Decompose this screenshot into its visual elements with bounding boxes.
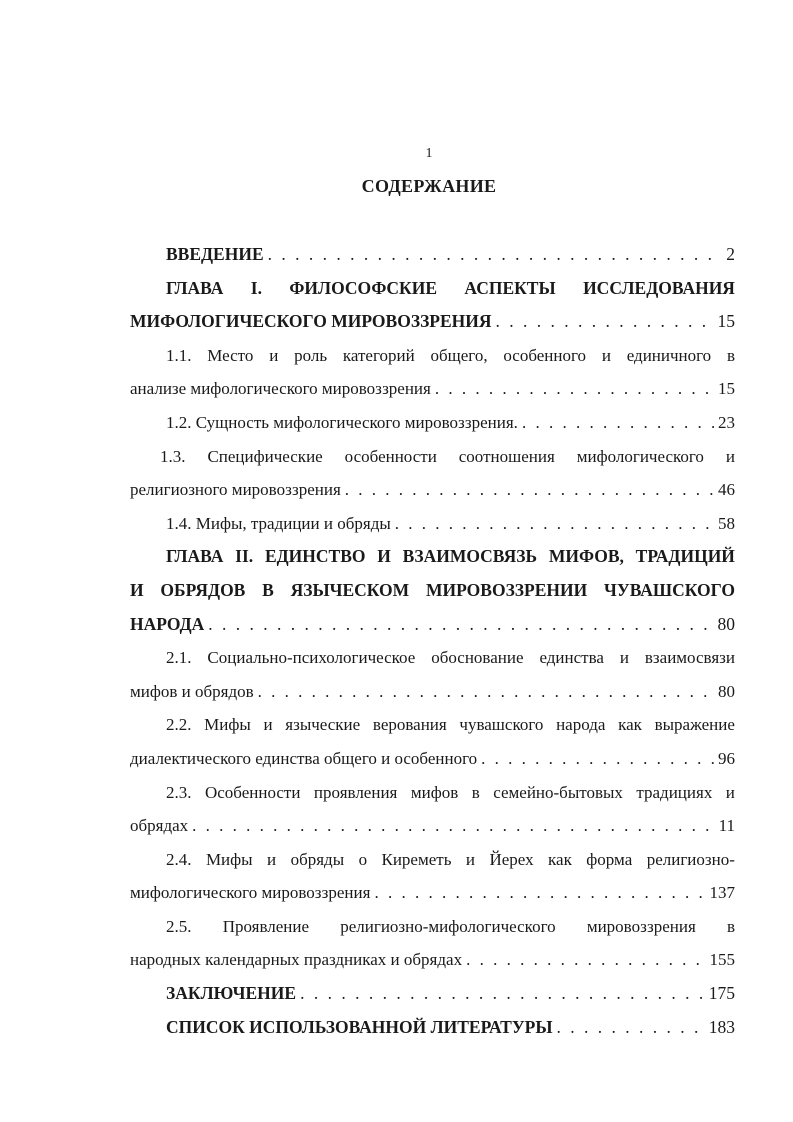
word: выражение [654,715,735,735]
toc-section-2-4-line-1[interactable] [130,843,735,877]
toc-page-number: 183 [708,1016,735,1037]
word: верования [372,715,447,735]
word: ФИЛОСОФСКИЕ [289,277,438,298]
word: единичного [626,345,712,365]
word: проявления [313,782,398,802]
word: ОБРЯДОВ [160,579,246,600]
word: как [618,715,642,735]
word: И [130,579,144,600]
word: Мифы [205,849,253,869]
word: II. [235,546,254,567]
toc-entry-title: анализе мифологического мировоззрения [130,379,431,399]
word: единства [539,648,604,668]
word: ТРАДИЦИЙ [635,546,735,567]
word: Йерех [489,849,534,869]
dot-leader [496,305,714,339]
toc-page-number: 80 [717,613,735,634]
word: и [267,849,277,869]
toc-chapter-2-line-1[interactable] [130,540,735,574]
toc-section-2-3-line-2[interactable] [130,809,735,843]
word: ИССЛЕДОВАНИЯ [583,277,735,298]
word: как [548,849,572,869]
word: общего, [430,345,488,365]
table-of-contents [130,238,735,1044]
toc-entry-title: народных календарных праздниках и обрядах [130,950,463,970]
word: 2.5. [166,916,192,936]
dot-leader [192,809,714,843]
toc-chapter-2-line-3[interactable] [130,608,735,642]
dot-leader [345,473,714,507]
toc-page-number: 15 [718,379,735,399]
toc-entry-introduction[interactable] [130,238,735,272]
word: Особенности [204,782,301,802]
word: о [358,849,368,869]
word: религиозно- [646,849,735,869]
word: чувашского [459,715,544,735]
toc-page-number: 15 [717,311,735,332]
word: в [726,345,735,365]
toc-chapter-1-line-1[interactable] [130,272,735,306]
word: I. [250,277,262,298]
toc-section-2-1-line-2[interactable] [130,675,735,709]
word: 2.4. [166,849,192,869]
dot-leader [522,406,714,440]
word: Социально-психологическое [207,648,416,668]
dot-leader [268,238,723,272]
toc-page-number: 137 [709,883,735,903]
word: обряды [290,849,345,869]
word: и [601,345,611,365]
word: и [263,715,273,735]
word: 1.3. [160,446,186,466]
dot-leader [258,675,714,709]
toc-entry-title: мифологического мировоззрения [130,883,371,903]
dot-leader [481,742,714,776]
dot-leader [466,943,705,977]
toc-page-number: 175 [708,983,735,1004]
toc-entry-title: МИФОЛОГИЧЕСКОГО МИРОВОЗЗРЕНИЯ [130,311,492,332]
word: семейно-бытовых [493,782,623,802]
toc-entry-title: обрядах [130,816,189,836]
word: форма [586,849,633,869]
toc-entry-title: ЗАКЛЮЧЕНИЕ [166,983,297,1004]
word: ВЗАИМОСВЯЗЬ [402,546,538,567]
word: МИРОВОЗЗРЕНИИ [425,579,588,600]
word: обоснование [431,648,524,668]
word: в [471,782,480,802]
toc-entry-title: ВВЕДЕНИЕ [166,244,264,264]
dot-leader [300,977,705,1011]
toc-section-2-4-line-2[interactable] [130,876,735,910]
word: Проявление [222,916,310,936]
word: Мифы [204,715,251,735]
word: ЯЗЫЧЕСКОМ [290,579,410,600]
word: В [262,579,274,600]
word: и [619,648,629,668]
toc-page-number: 2 [726,244,735,264]
word: народа [556,715,606,735]
toc-page-number: 155 [709,950,735,970]
toc-entry-title: религиозного мировоззрения [130,480,341,500]
word: И [377,546,391,567]
toc-page-number: 46 [718,480,735,500]
toc-section-1-1-line-2[interactable] [130,372,735,406]
word: Специфические [207,446,323,466]
word: ГЛАВА [166,277,224,298]
toc-entry-title: диалектического единства общего и особенного [130,748,478,768]
toc-section-1-3-line-1[interactable] [130,440,735,474]
toc-chapter-2-line-2[interactable] [130,574,735,608]
word: и [725,446,735,466]
toc-section-1-4[interactable] [130,507,735,541]
word: 1.1. [166,345,192,365]
word: особенности [344,446,437,466]
word: 2.1. [166,648,192,668]
word: мифов [410,782,459,802]
word: ЕДИНСТВО [264,546,366,567]
toc-entry-title: НАРОДА [130,613,205,634]
toc-entry-conclusion[interactable] [130,977,735,1011]
toc-page-number: 96 [718,748,735,768]
dot-leader [208,608,713,642]
word: и [465,849,476,869]
toc-section-1-2[interactable] [130,406,735,440]
toc-page-number: 23 [718,412,735,432]
toc-page-number: 80 [718,681,735,701]
word: ЧУВАШСКОГО [604,579,735,600]
toc-entry-title: мифов и обрядов [130,681,254,701]
word: и [269,345,279,365]
word: особенного [503,345,587,365]
toc-section-1-3-line-2[interactable] [130,473,735,507]
toc-section-1-1-line-1[interactable] [130,339,735,373]
word: мировоззрения [586,916,696,936]
word: языческие [285,715,361,735]
word: категорий [342,345,415,365]
toc-entry-title: СПИСОК ИСПОЛЬЗОВАННОЙ ЛИТЕРАТУРЫ [166,1016,553,1037]
toc-section-2-5-line-1[interactable] [130,910,735,944]
word: 2.2. [166,715,192,735]
word: Киреметь [381,849,452,869]
dot-leader [435,372,714,406]
word: МИФОВ, [548,546,624,567]
word: ГЛАВА [166,546,224,567]
word: религиозно-мифологического [340,916,556,936]
word: традициях [636,782,713,802]
word: мифологического [576,446,704,466]
toc-section-2-2-line-2[interactable] [130,742,735,776]
toc-section-2-1-line-1[interactable] [130,641,735,675]
dot-leader [374,876,705,910]
toc-entry-title: 1.2. Сущность мифологического мировоззрения. [166,412,518,432]
toc-page-number: 58 [718,513,735,533]
dot-leader [557,1011,705,1045]
dot-leader [395,507,714,541]
word: Место [207,345,254,365]
word: соотношения [458,446,555,466]
toc-entry-title: 1.4. Мифы, традиции и обряды [166,513,391,533]
toc-title: СОДЕРЖАНИЕ [361,176,497,196]
word: роль [294,345,328,365]
word: 2.3. [166,782,192,802]
toc-entry-bibliography[interactable] [130,1011,735,1045]
toc-section-2-2-line-1[interactable] [130,708,735,742]
toc-section-2-3-line-1[interactable] [130,776,735,810]
word: АСПЕКТЫ [464,277,556,298]
word: взаимосвязи [644,648,735,668]
toc-chapter-1-line-2[interactable] [130,305,735,339]
toc-section-2-5-line-2[interactable] [130,943,735,977]
word: в [726,916,735,936]
page-number: 1 [425,146,433,161]
toc-page-number: 11 [718,816,735,836]
word: и [725,782,735,802]
